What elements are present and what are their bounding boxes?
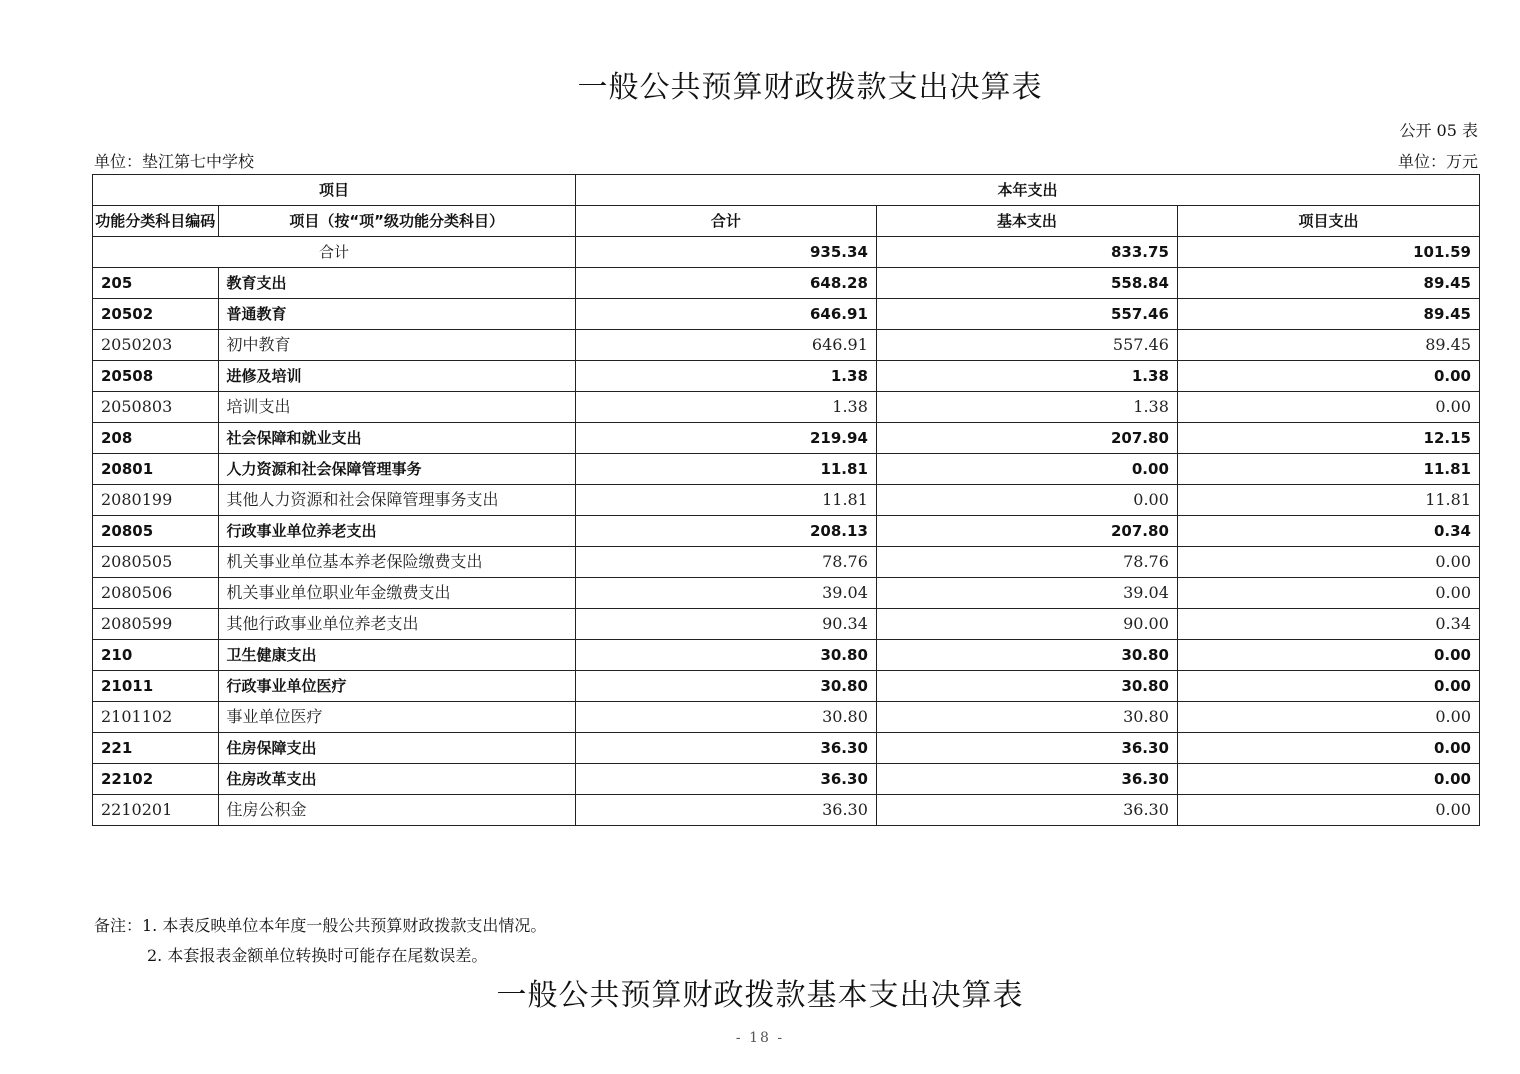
row-basic: 207.80: [876, 516, 1177, 547]
row-code: 22102: [93, 764, 219, 795]
row-name: 培训支出: [218, 392, 575, 423]
table-row: [93, 299, 1480, 330]
row-project: 0.00: [1177, 671, 1479, 702]
row-project: 0.34: [1177, 609, 1479, 640]
table-row: [93, 764, 1480, 795]
header-basic: 基本支出: [876, 206, 1177, 237]
row-basic: 0.00: [876, 454, 1177, 485]
row-basic: 207.80: [876, 423, 1177, 454]
row-name: 教育支出: [218, 268, 575, 299]
row-project: 89.45: [1177, 299, 1479, 330]
row-basic: 39.04: [876, 578, 1177, 609]
table-row: [93, 795, 1480, 826]
row-project: 0.00: [1177, 640, 1479, 671]
row-project: 11.81: [1177, 454, 1479, 485]
row-total: 11.81: [575, 454, 876, 485]
note-1: 备注：1. 本表反映单位本年度一般公共预算财政拨款支出情况。: [94, 916, 547, 935]
row-name: 行政事业单位医疗: [218, 671, 575, 702]
row-code: 205: [93, 268, 219, 299]
row-name: 其他人力资源和社会保障管理事务支出: [218, 485, 575, 516]
table-row: [93, 516, 1480, 547]
row-name: 初中教育: [218, 330, 575, 361]
row-project: 0.00: [1177, 795, 1479, 826]
row-name: 住房公积金: [218, 795, 575, 826]
row-name: 机关事业单位基本养老保险缴费支出: [218, 547, 575, 578]
expenditure-table: [92, 174, 1480, 826]
row-project: 89.45: [1177, 268, 1479, 299]
table-row: [93, 454, 1480, 485]
row-basic: 36.30: [876, 733, 1177, 764]
row-basic: 1.38: [876, 392, 1177, 423]
table-row: [93, 423, 1480, 454]
row-basic: 90.00: [876, 609, 1177, 640]
row-project: 0.00: [1177, 361, 1479, 392]
row-code: 2210201: [93, 795, 219, 826]
row-total: 39.04: [575, 578, 876, 609]
row-name: 住房改革支出: [218, 764, 575, 795]
total-project: 101.59: [1177, 237, 1479, 268]
table-row: [93, 609, 1480, 640]
row-total: 90.34: [575, 609, 876, 640]
table-row: [93, 547, 1480, 578]
header-current-year: 本年支出: [575, 175, 1479, 206]
table-row: [93, 671, 1480, 702]
row-name: 人力资源和社会保障管理事务: [218, 454, 575, 485]
row-total: 30.80: [575, 640, 876, 671]
row-project: 0.00: [1177, 578, 1479, 609]
row-total: 648.28: [575, 268, 876, 299]
row-project: 0.34: [1177, 516, 1479, 547]
row-name: 卫生健康支出: [218, 640, 575, 671]
row-total: 36.30: [575, 795, 876, 826]
row-project: 12.15: [1177, 423, 1479, 454]
row-total: 30.80: [575, 702, 876, 733]
row-total: 78.76: [575, 547, 876, 578]
row-basic: 1.38: [876, 361, 1177, 392]
table-row: [93, 330, 1480, 361]
row-basic: 78.76: [876, 547, 1177, 578]
note-2: 2. 本套报表金额单位转换时可能存在尾数误差。: [147, 946, 488, 965]
reporting-unit: 单位：垫江第七中学校: [94, 152, 255, 171]
row-name: 其他行政事业单位养老支出: [218, 609, 575, 640]
page-title: 一般公共预算财政拨款支出决算表: [577, 70, 1043, 105]
row-project: 11.81: [1177, 485, 1479, 516]
row-basic: 0.00: [876, 485, 1177, 516]
form-number: 公开 05 表: [1399, 121, 1478, 140]
total-label: 合计: [93, 237, 576, 268]
header-row-2: [93, 206, 1480, 237]
row-total: 1.38: [575, 361, 876, 392]
row-total: 36.30: [575, 733, 876, 764]
row-basic: 30.80: [876, 640, 1177, 671]
table-row: [93, 485, 1480, 516]
row-total: 30.80: [575, 671, 876, 702]
header-name: 项目（按“项”级功能分类科目）: [218, 206, 575, 237]
total-basic: 833.75: [876, 237, 1177, 268]
row-name: 事业单位医疗: [218, 702, 575, 733]
row-code: 208: [93, 423, 219, 454]
row-basic: 30.80: [876, 702, 1177, 733]
next-table-title: 一般公共预算财政拨款基本支出决算表: [496, 978, 1024, 1013]
table-row: [93, 361, 1480, 392]
row-total: 208.13: [575, 516, 876, 547]
row-code: 21011: [93, 671, 219, 702]
row-project: 0.00: [1177, 733, 1479, 764]
header-row-1: [93, 175, 1480, 206]
row-name: 行政事业单位养老支出: [218, 516, 575, 547]
currency-unit: 单位：万元: [1397, 152, 1478, 171]
header-total: 合计: [575, 206, 876, 237]
total-row: [93, 237, 1480, 268]
page-number: - 18 -: [735, 1030, 785, 1046]
row-code: 2050203: [93, 330, 219, 361]
total-total: 935.34: [575, 237, 876, 268]
row-code: 2080599: [93, 609, 219, 640]
row-total: 219.94: [575, 423, 876, 454]
row-basic: 557.46: [876, 330, 1177, 361]
row-code: 20805: [93, 516, 219, 547]
row-project: 0.00: [1177, 764, 1479, 795]
row-name: 住房保障支出: [218, 733, 575, 764]
header-project: 项目: [93, 175, 576, 206]
table-row: [93, 733, 1480, 764]
row-project: 0.00: [1177, 702, 1479, 733]
table-row: [93, 640, 1480, 671]
row-code: 20508: [93, 361, 219, 392]
row-name: 普通教育: [218, 299, 575, 330]
row-total: 36.30: [575, 764, 876, 795]
row-code: 221: [93, 733, 219, 764]
row-code: 210: [93, 640, 219, 671]
row-total: 646.91: [575, 299, 876, 330]
row-project: 0.00: [1177, 547, 1479, 578]
row-name: 机关事业单位职业年金缴费支出: [218, 578, 575, 609]
row-code: 2050803: [93, 392, 219, 423]
table-row: [93, 578, 1480, 609]
row-name: 社会保障和就业支出: [218, 423, 575, 454]
row-code: 20502: [93, 299, 219, 330]
row-name: 进修及培训: [218, 361, 575, 392]
row-project: 89.45: [1177, 330, 1479, 361]
row-basic: 36.30: [876, 795, 1177, 826]
row-basic: 30.80: [876, 671, 1177, 702]
row-basic: 558.84: [876, 268, 1177, 299]
row-code: 2101102: [93, 702, 219, 733]
row-total: 646.91: [575, 330, 876, 361]
header-code: 功能分类科目编码: [93, 206, 219, 237]
row-total: 11.81: [575, 485, 876, 516]
table-row: [93, 702, 1480, 733]
row-basic: 36.30: [876, 764, 1177, 795]
table-row: [93, 392, 1480, 423]
row-basic: 557.46: [876, 299, 1177, 330]
row-code: 20801: [93, 454, 219, 485]
row-code: 2080506: [93, 578, 219, 609]
table-row: [93, 268, 1480, 299]
row-total: 1.38: [575, 392, 876, 423]
header-project-expenditure: 项目支出: [1177, 206, 1479, 237]
row-code: 2080505: [93, 547, 219, 578]
row-code: 2080199: [93, 485, 219, 516]
row-project: 0.00: [1177, 392, 1479, 423]
